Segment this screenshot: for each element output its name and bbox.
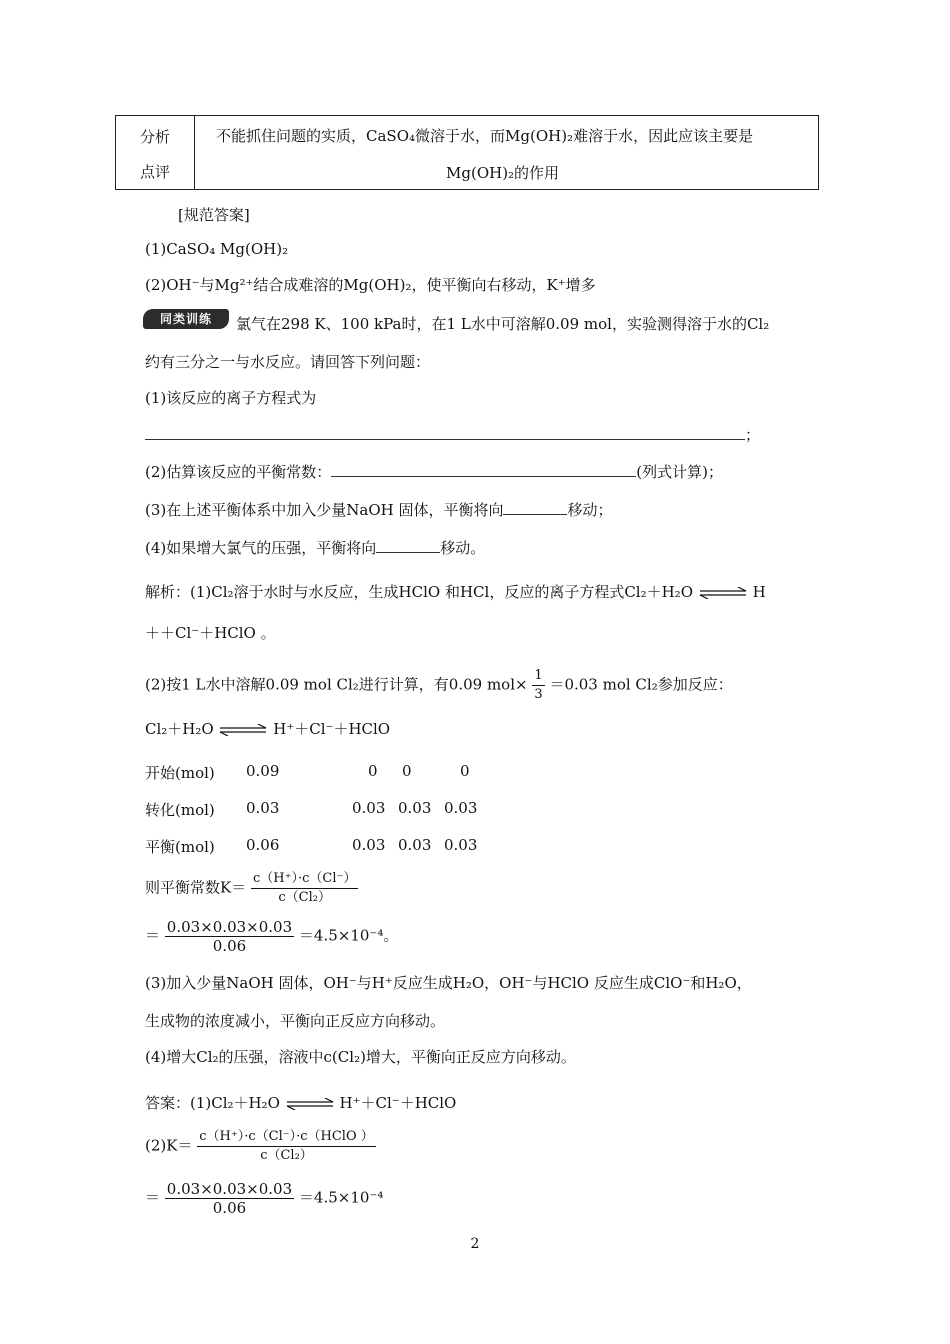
table-body-line2: Mg(OH)₂的作用: [446, 164, 560, 182]
question-3-pre: (3)在上述平衡体系中加入少量NaOH 固体，平衡将向: [145, 501, 504, 519]
answer-final-1: [145, 1093, 456, 1113]
ice-value: 0.09: [246, 762, 280, 780]
k-value-denominator: 0.06: [212, 937, 247, 955]
equation-right: H⁺＋Cl⁻＋HClO: [273, 720, 391, 738]
solution-1: [145, 582, 766, 602]
reaction-equation: [145, 719, 390, 739]
ice-value: 0.03: [246, 799, 280, 817]
solution-3-line-1: (3)加入少量NaOH 固体，OH⁻与H⁺反应生成H₂O，OH⁻与HClO 反应生成ClO⁻和H₂O，: [145, 974, 752, 992]
k-pre: 则平衡常数K＝: [145, 878, 247, 897]
k2-pre: ＝: [145, 926, 161, 945]
k-value-fraction: [165, 918, 294, 955]
k-denominator: c（Cl₂）: [278, 890, 331, 905]
standard-answer-title: [规范答案]: [178, 206, 250, 224]
solution-1-h: H: [752, 583, 766, 601]
k-fraction: [251, 870, 358, 907]
answer-k-numerator: c（H⁺）·c（Cl⁻）·c（HClO ）: [197, 1128, 376, 1147]
question-1: (1)该反应的离子方程式为: [145, 389, 317, 407]
ice-value: 0.03: [444, 836, 478, 854]
solution-3-line-2: 生成物的浓度减小，平衡向正反应方向移动。: [145, 1012, 446, 1030]
ice-value: 0: [402, 762, 412, 780]
answer-final-3-pre: ＝: [145, 1188, 161, 1207]
question-4-pre: (4)如果增大氯气的压强，平衡将向: [145, 539, 377, 557]
answer-2: (2)OH⁻与Mg²⁺结合成难溶的Mg(OH)₂，使平衡向右移动，K⁺增多: [145, 276, 596, 294]
blank-q1[interactable]: [145, 425, 745, 440]
answer-k-fraction: [197, 1128, 376, 1165]
blank-q3[interactable]: [503, 500, 567, 515]
table-divider: [194, 116, 195, 189]
equilibrium-arrow-icon: [218, 724, 268, 736]
ice-value: 0.06: [246, 836, 280, 854]
analysis-table: [115, 115, 819, 190]
answer-value-fraction: [165, 1180, 294, 1217]
problem-line-1: 氯气在298 K、100 kPa时，在1 L水中可溶解0.09 mol，实验测得溶于水的Cl₂: [236, 315, 770, 333]
ice-value: 0: [460, 762, 470, 780]
answer-final-3: [145, 1180, 383, 1217]
ice-value: 0.03: [398, 799, 432, 817]
solution-2-text-b: ＝0.03 mol Cl₂参加反应：: [549, 675, 733, 694]
question-3: [145, 500, 612, 520]
solution-2-text: (2)按1 L水中溶解0.09 mol Cl₂进行计算，有0.09 mol×: [145, 675, 528, 694]
answer-final-2: [145, 1128, 376, 1165]
k-value-numerator: 0.03×0.03×0.03: [166, 918, 293, 936]
question-4: [145, 538, 485, 558]
answer-final-2-pre: (2)K＝: [145, 1136, 193, 1155]
equilibrium-arrow-icon: [698, 587, 748, 599]
answer-final-1-right: H⁺＋Cl⁻＋HClO: [339, 1094, 457, 1112]
answer-1: (1)CaSO₄ Mg(OH)₂: [145, 240, 289, 258]
ice-value: 0.03: [444, 799, 478, 817]
question-3-post: 移动；: [567, 501, 613, 519]
fraction-denominator: 3: [534, 687, 543, 702]
table-head-top: 分析: [139, 128, 170, 146]
page-number: 2: [470, 1236, 480, 1252]
solution-2: [145, 667, 733, 704]
table-body-line1: 不能抓住问题的实质，CaSO₄微溶于水，而Mg(OH)₂难溶于水，因此应该主要是: [216, 127, 754, 145]
ice-label: 平衡(mol): [145, 838, 215, 856]
blank-q4[interactable]: [376, 538, 440, 553]
problem-line-2: 约有三分之一与水反应。请回答下列问题：: [145, 353, 431, 371]
fraction-numerator: 1: [532, 667, 544, 686]
k-value: [145, 918, 398, 955]
answer-final-1-left: 答案：(1)Cl₂＋H₂O: [145, 1094, 280, 1112]
solution-1-text: 解析：(1)Cl₂溶于水时与水反应，生成HClO 和HCl，反应的离子方程式Cl₂＋H₂O: [145, 583, 693, 601]
k-expression: [145, 870, 358, 907]
k-numerator: c（H⁺）·c（Cl⁻）: [251, 870, 358, 889]
solution-4: (4)增大Cl₂的压强，溶液中c(Cl₂)增大，平衡向正反应方向移动。: [145, 1048, 576, 1066]
blank-q2[interactable]: [331, 462, 636, 477]
practice-badge: 同类训练: [143, 309, 229, 329]
question-2-post: (列式计算)；: [636, 463, 723, 481]
ice-value: 0.03: [398, 836, 432, 854]
ice-label: 转化(mol): [145, 801, 215, 819]
one-third-fraction: [532, 667, 544, 704]
ice-value: 0.03: [352, 799, 386, 817]
question-4-post: 移动。: [440, 539, 486, 557]
question-1-end: ；: [745, 426, 761, 444]
table-head-bottom: 点评: [139, 163, 170, 181]
answer-final-3-post: ＝4.5×10⁻⁴: [298, 1188, 384, 1207]
equation-left: Cl₂＋H₂O: [145, 720, 214, 738]
answer-value-denominator: 0.06: [212, 1199, 247, 1217]
solution-1-cont: ＋＋Cl⁻＋HClO 。: [145, 624, 276, 642]
ice-value: 0.03: [352, 836, 386, 854]
question-2: [145, 462, 723, 482]
question-1-answer-line: [145, 424, 760, 445]
equilibrium-arrow-icon: [285, 1098, 335, 1110]
answer-k-denominator: c（Cl₂）: [260, 1148, 313, 1163]
k2-post: ＝4.5×10⁻⁴。: [298, 926, 399, 945]
question-2-pre: (2)估算该反应的平衡常数：: [145, 463, 332, 481]
ice-value: 0: [368, 762, 378, 780]
answer-value-numerator: 0.03×0.03×0.03: [166, 1180, 293, 1198]
ice-label: 开始(mol): [145, 764, 215, 782]
